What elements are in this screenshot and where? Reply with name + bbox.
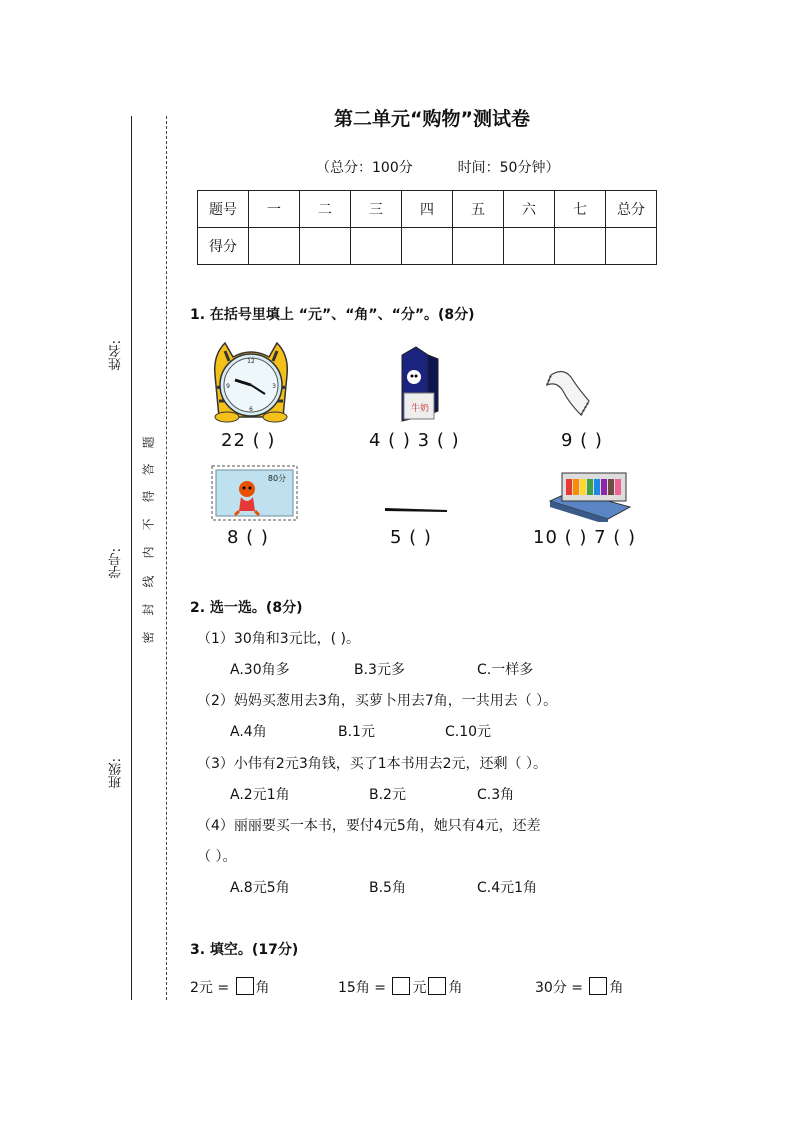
caption-crayons: 10 ( ) 7 ( ) [533,527,637,548]
question-2-heading: 2. 选一选。(8分) [190,600,303,616]
option[interactable]: B.2元 [369,787,406,803]
option[interactable]: A.8元5角 [230,880,290,896]
table-cell: 三 [351,191,402,228]
question-3-heading: 3. 填空。(17分) [190,942,299,958]
fill-item-2 [338,977,462,997]
answer-box[interactable] [236,977,254,995]
seal-char: 封 [141,603,156,616]
fill-prefix: 2元 = [190,980,234,996]
class-label: 班级: [109,758,124,789]
student-id-label: 学号: [109,548,124,579]
option[interactable]: A.4角 [230,724,267,740]
seal-char: 答 [141,463,156,476]
caption-pencil: 5 ( ) [390,527,432,548]
option[interactable]: C.10元 [445,724,492,740]
table-cell: 总分 [606,191,657,228]
svg-text:3: 3 [272,383,276,390]
answer-box[interactable] [428,977,446,995]
fill-unit: 元 [412,980,427,996]
q2-item-2-question: （2）妈妈买葱用去3角，买萝卜用去7角，一共用去（ ）。 [197,693,558,709]
option[interactable]: C.4元1角 [477,880,538,896]
score-cell[interactable] [402,228,453,265]
seal-char: 题 [141,436,156,449]
fill-unit: 角 [609,980,624,996]
score-cell[interactable] [249,228,300,265]
seal-char: 得 [141,490,156,503]
fill-unit: 角 [255,980,270,996]
caption-clock: 22 ( ) [221,430,276,451]
table-cell: 七 [555,191,606,228]
svg-text:9: 9 [226,383,230,390]
score-cell[interactable] [300,228,351,265]
table-cell: 五 [453,191,504,228]
score-cell[interactable] [504,228,555,265]
name-label: 姓名: [109,340,124,371]
binding-dashed-line [166,116,167,1000]
exam-info [316,157,559,177]
option[interactable]: B.3元多 [354,662,405,678]
table-cell: 二 [300,191,351,228]
q2-item-4-question-cont: （ ）。 [197,849,237,865]
fill-item-3 [535,977,623,997]
stamp-value: 80分 [267,474,287,483]
caption-milk: 4 ( ) 3 ( ) [369,430,460,451]
option[interactable]: A.30角多 [230,662,290,678]
score-cell[interactable] [453,228,504,265]
towel-image [545,363,595,419]
total-score-text: （总分：100分 [316,160,413,176]
score-table-score-row [198,228,657,265]
score-table-header-row [198,191,657,228]
answer-box[interactable] [392,977,410,995]
q2-item-4-question: （4）丽丽要买一本书，要付4元5角，她只有4元，还差 [197,818,541,834]
fill-item-1 [190,977,270,997]
table-cell: 一 [249,191,300,228]
score-cell[interactable] [606,228,657,265]
milk-label: 牛奶 [410,404,430,414]
q2-item-3-question: （3）小伟有2元3角钱，买了1本书用去2元，还剩（ ）。 [197,756,547,772]
fill-prefix: 15角 = [338,980,391,996]
binding-solid-line [131,116,132,1000]
option[interactable]: C.3角 [477,787,515,803]
question-1-heading: 1. 在括号里填上 “元”、“角”、“分”。(8分) [190,307,475,323]
tiger-clock-image [205,337,297,423]
stamp-image [211,465,298,521]
pencil-image [383,502,449,516]
option[interactable]: B.1元 [338,724,375,740]
q2-item-1-question: （1）30角和3元比，( )。 [197,631,361,647]
score-cell[interactable] [351,228,402,265]
seal-char: 密 [141,631,156,644]
score-table [197,190,657,265]
table-cell: 题号 [198,191,249,228]
table-cell: 四 [402,191,453,228]
seal-char: 内 [141,546,156,559]
table-cell: 六 [504,191,555,228]
fill-prefix: 30分 = [535,980,588,996]
crayon-box-image [548,467,632,522]
option[interactable]: C.一样多 [477,662,534,678]
svg-text:12: 12 [247,358,255,365]
seal-char: 线 [141,575,156,588]
option[interactable]: B.5角 [369,880,406,896]
time-text: 时间：50分钟） [457,160,560,176]
score-cell[interactable] [555,228,606,265]
seal-char: 不 [141,518,156,531]
milk-box-image [392,345,444,423]
svg-text:6: 6 [249,406,253,413]
caption-towel: 9 ( ) [561,430,603,451]
table-cell: 得分 [198,228,249,265]
fill-unit: 角 [448,980,463,996]
page-title: 第二单元“购物”测试卷 [334,108,530,130]
option[interactable]: A.2元1角 [230,787,290,803]
answer-box[interactable] [589,977,607,995]
caption-stamp: 8 ( ) [227,527,269,548]
